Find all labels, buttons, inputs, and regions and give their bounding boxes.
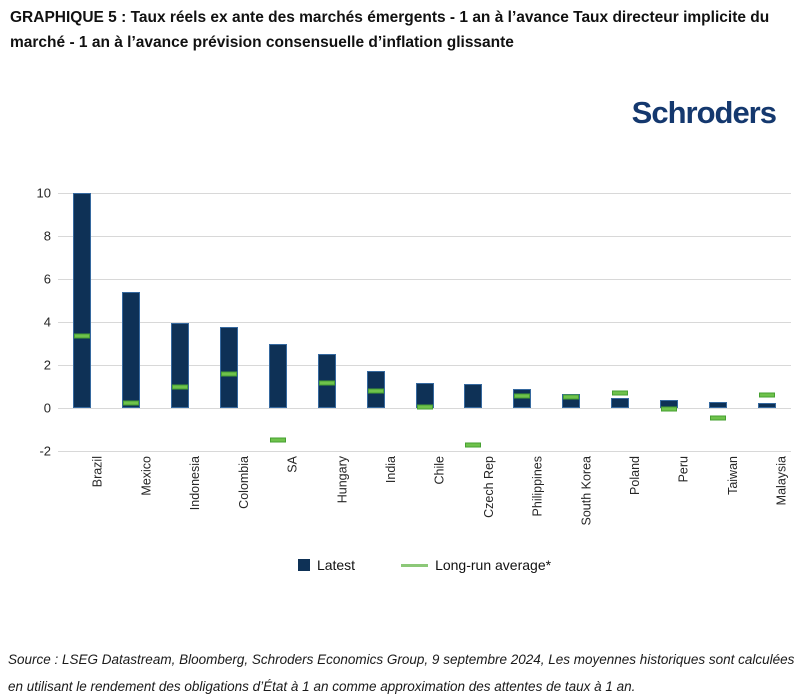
x-tick-label-philippines: Philippines (530, 456, 545, 517)
legend-label-long-run-average: Long-run average* (435, 557, 552, 573)
y-axis (28, 185, 58, 459)
long-run-average-dash-chile (417, 404, 433, 409)
x-tick-label-czech-rep: Czech Rep (481, 456, 496, 518)
long-run-average-dash-brazil (74, 333, 90, 338)
plot-row (28, 185, 791, 459)
y-tick-label: 4 (43, 314, 51, 330)
chart (28, 185, 791, 573)
x-tick-label-sa: SA (285, 456, 300, 473)
x-tick-label-colombia: Colombia (237, 456, 252, 509)
bar-colombia (220, 327, 238, 408)
long-run-average-dash-peru (661, 407, 677, 412)
long-run-average-dash-poland (612, 390, 628, 395)
long-run-average-dash-colombia (221, 371, 237, 376)
y-tick-label: 6 (43, 271, 51, 287)
gridline (58, 365, 791, 366)
long-run-average-dash-taiwan (710, 415, 726, 420)
legend-item-long-run-average (401, 557, 551, 573)
legend-label-latest: Latest (316, 557, 356, 573)
long-run-average-dash-indonesia (172, 384, 188, 389)
long-run-average-dash-hungary (319, 381, 335, 386)
x-tick-label-south-korea: South Korea (579, 456, 594, 526)
long-run-average-dash-philippines (514, 394, 530, 399)
bar-malaysia (758, 403, 776, 408)
gridline (58, 236, 791, 237)
x-tick-label-india: India (383, 456, 398, 484)
y-tick-label: 2 (43, 357, 51, 373)
gridline (58, 193, 791, 194)
gridline (58, 322, 791, 323)
plot-area (58, 193, 791, 451)
long-run-average-dash-sa (270, 438, 286, 443)
bar-czech-rep (464, 384, 482, 408)
gridline (58, 279, 791, 280)
x-tick-label-poland: Poland (627, 456, 642, 495)
long-run-average-dash-india (368, 388, 384, 393)
bar-brazil (73, 193, 91, 408)
x-tick-label-peru: Peru (676, 456, 691, 483)
bar-poland (611, 398, 629, 408)
source-note: Source : LSEG Datastream, Bloomberg, Schroders Economics Group, 9 septembre 2024, Les moyennes historiques sont calculées en utilisant le rendement des obligations d’État à 1 an comme approximation des attentes de taux à 1 an. (8, 652, 795, 694)
legend-swatch-long-run-average (401, 564, 428, 567)
y-tick-label: 0 (43, 400, 51, 416)
legend (58, 557, 791, 573)
legend-swatch-latest (298, 559, 310, 571)
long-run-average-dash-malaysia (759, 393, 775, 398)
bar-sa (269, 344, 287, 409)
legend-item-latest (298, 557, 355, 573)
x-tick-label-indonesia: Indonesia (188, 456, 203, 511)
page-title: GRAPHIQUE 5 : Taux réels ex ante des marchés émergents - 1 an à l’avance Taux directeur implicite du marché - 1 an à l’avance prévision consensuelle d’inflation glissante (10, 9, 770, 51)
x-tick-label-hungary: Hungary (334, 456, 349, 504)
x-tick-label-brazil: Brazil (90, 456, 105, 488)
y-tick-label: -2 (39, 443, 51, 459)
bar-mexico (122, 292, 140, 408)
x-tick-label-chile: Chile (432, 456, 447, 485)
bar-indonesia (171, 323, 189, 408)
x-tick-label-mexico: Mexico (139, 456, 154, 496)
y-tick-label: 8 (43, 228, 51, 244)
brand-logo: Schroders (631, 95, 776, 130)
x-axis (58, 451, 791, 551)
x-tick-label-taiwan: Taiwan (725, 456, 740, 495)
x-tick-label-malaysia: Malaysia (774, 456, 789, 506)
long-run-average-dash-czech-rep (465, 442, 481, 447)
bar-taiwan (709, 402, 727, 408)
y-tick-label: 10 (36, 185, 51, 201)
long-run-average-dash-south-korea (563, 395, 579, 400)
long-run-average-dash-mexico (123, 400, 139, 405)
